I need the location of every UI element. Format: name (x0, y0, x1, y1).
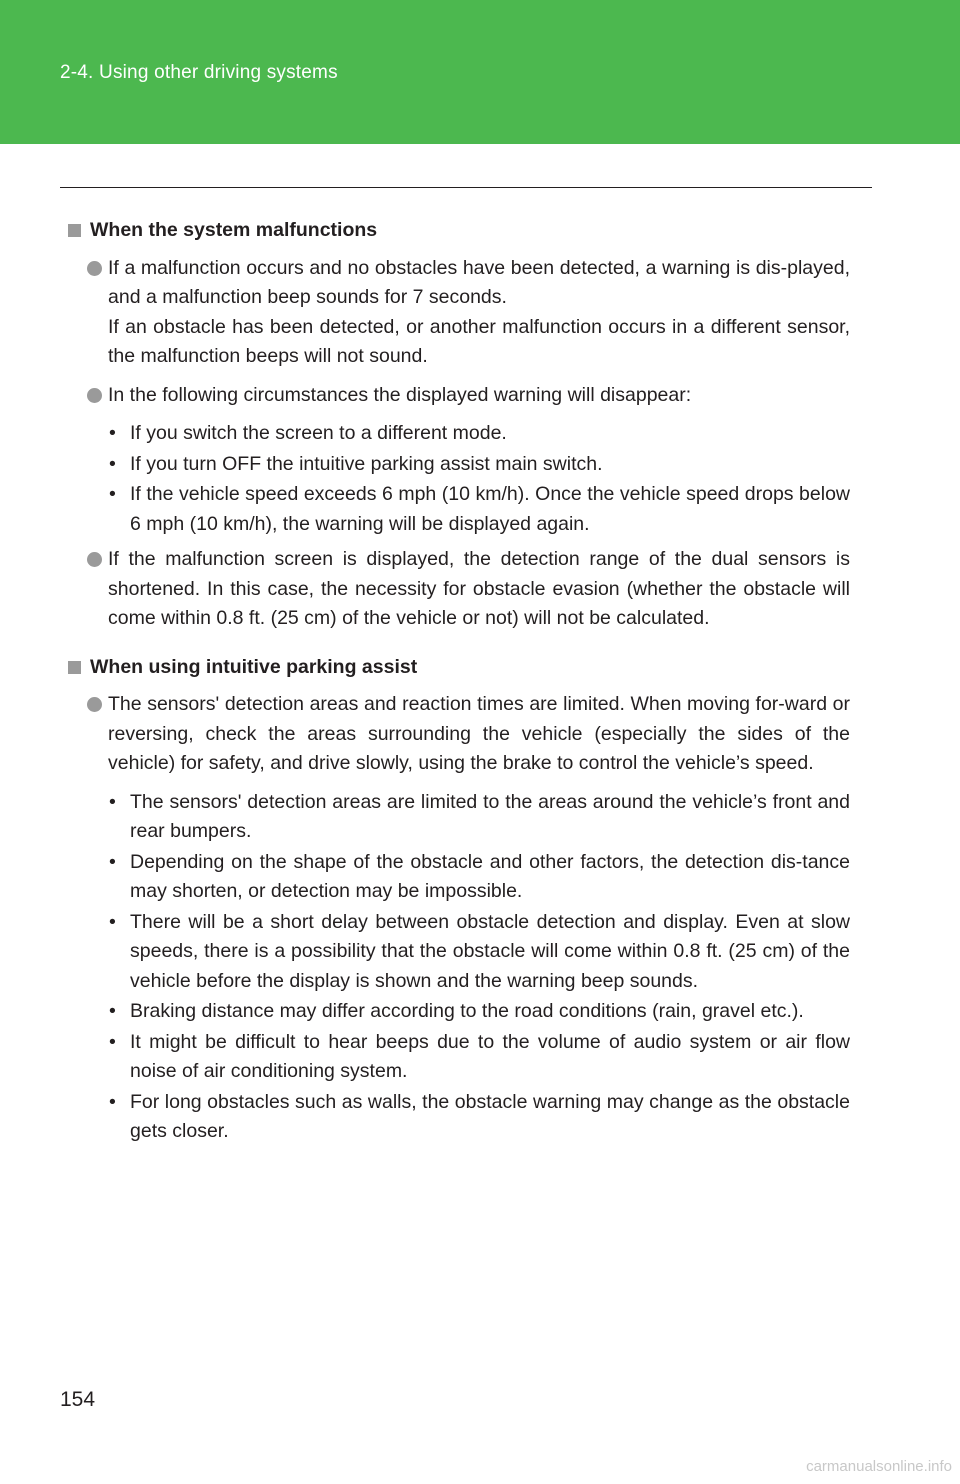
section-heading-text: When the system malfunctions (90, 219, 378, 241)
header-rule (60, 187, 872, 188)
circle-bullet-icon (87, 388, 102, 403)
sub-list-text: Braking distance may differ according to the road conditions (rain, gravel etc.). (130, 1000, 804, 1022)
chapter-header (0, 0, 960, 144)
dot-marker-icon: • (109, 452, 116, 475)
section-heading (68, 216, 850, 246)
page-content (68, 216, 850, 1153)
chapter-title: 2-4. Using other driving systems (60, 62, 338, 83)
sub-list (68, 788, 850, 1147)
circle-bullet-icon (87, 697, 102, 712)
dot-marker-icon: • (109, 910, 116, 933)
bullet-paragraph: If an obstacle has been detected, or another malfunction occurs in a different sensor, the malfunction beeps will not sound. (108, 315, 850, 367)
bullet-paragraph: If the malfunction screen is displayed, the detection range of the dual sensors is shortened. In this case, the necessity for obstacle evasion (whether the obstacle will come within 0.8 ft. (25 cm) of the vehicle or not) will not be calculated. (108, 548, 850, 629)
bullet-paragraph: In the following circumstances the displayed warning will disappear: (108, 383, 692, 406)
section-heading-text: When using intuitive parking assist (90, 655, 418, 678)
sub-list-item (68, 788, 850, 847)
dot-marker-icon: • (109, 1000, 116, 1022)
sub-list-item (68, 1088, 850, 1147)
dot-marker-icon: • (109, 483, 116, 505)
sub-list-item (68, 419, 850, 449)
dot-marker-icon: • (109, 1090, 116, 1113)
sub-list-item (68, 908, 850, 997)
dot-marker-icon: • (109, 790, 116, 813)
dot-marker-icon: • (109, 422, 116, 444)
square-bullet-icon (68, 224, 81, 237)
circle-bullet-icon (87, 261, 102, 276)
bullet-paragraph: The sensors' detection areas and reaction times are limited. When moving for-ward or reversing, check the areas surrounding the vehicle (especially the sides of the vehicle) for safety, and drive slowly, using the brake to control the vehicle’s speed. (108, 693, 850, 774)
sub-list-text: If you switch the screen to a different mode. (130, 422, 507, 444)
sub-list-item (68, 450, 850, 480)
sub-list-text: For long obstacles such as walls, the obstacle warning may change as the obstacle gets closer. (130, 1090, 850, 1142)
circle-bullet-icon (87, 552, 102, 567)
sub-list-text: It might be difficult to hear beeps due to the volume of audio system or air flow noise of air conditioning system. (130, 1030, 850, 1082)
sub-list-text: There will be a short delay between obstacle detection and display. Even at slow speeds, there is a possibility that the obstacle will come within 0.8 ft. (25 cm) of the vehicle before the display is shown and the warning beep sounds. (130, 910, 850, 992)
bullet-item (68, 254, 850, 372)
bullet-item (68, 545, 850, 634)
bullet-item (68, 690, 850, 779)
sub-list (68, 419, 850, 539)
square-bullet-icon (68, 661, 81, 674)
bullet-item (68, 381, 850, 411)
sub-list-text: Depending on the shape of the obstacle and other factors, the detection dis-tance may shorten, or detection may be impossible. (130, 850, 850, 902)
sub-list-item (68, 997, 850, 1027)
sub-list-item (68, 1028, 850, 1087)
page-number: 154 (60, 1388, 96, 1411)
section-heading (68, 653, 850, 683)
sub-list-text: If the vehicle speed exceeds 6 mph (10 km/h). Once the vehicle speed drops below 6 mph (10 km/h), the warning will be displayed again. (130, 483, 850, 535)
sub-list-text: The sensors' detection areas are limited to the areas around the vehicle’s front and rear bumpers. (130, 790, 850, 842)
bullet-paragraph: If a malfunction occurs and no obstacles have been detected, a warning is dis-played, and a malfunction beep sounds for 7 seconds. (108, 256, 850, 308)
watermark: carmanualsonline.info (806, 1458, 952, 1475)
sub-list-item (68, 848, 850, 907)
dot-marker-icon: • (109, 850, 116, 873)
sub-list-item (68, 480, 850, 539)
sub-list-text: If you turn OFF the intuitive parking assist main switch. (130, 452, 603, 475)
dot-marker-icon: • (109, 1030, 116, 1053)
